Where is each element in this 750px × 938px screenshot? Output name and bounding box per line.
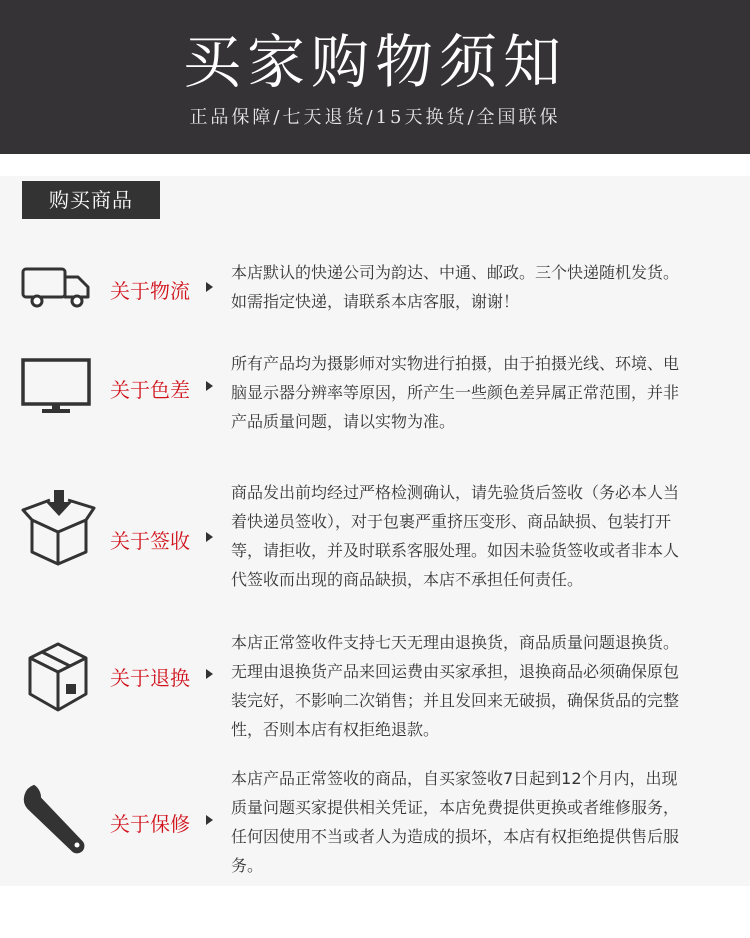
arrow-right-icon [206, 381, 213, 391]
notice-row-signing [0, 478, 750, 608]
label-color: 关于色差 [110, 378, 190, 402]
notice-row-logistics [0, 255, 750, 325]
text-signing: 商品发出前均经过严格检测确认，请先验货后签收（务必本人当着快递员签收），对于包裹严重挤压变形、商品缺损、包装打开等，请拒收，并及时联系客服处理。如因未验货签收或者非本人代签收而出现的商品缺损，本店不承担任何责任。 [231, 483, 680, 589]
truck-icon [20, 263, 94, 311]
wrench-icon [20, 780, 94, 854]
arrow-right-icon [206, 532, 213, 542]
page-subtitle: 正品保障/七天退货/15天换货/全国联保 [189, 107, 561, 128]
text-logistics: 本店默认的快递公司为韵达、中通、邮政。三个快递随机发货。如需指定快递，请联系本店客服，谢谢！ [231, 263, 680, 311]
header-banner [0, 0, 750, 154]
text-color: 所有产品均为摄影师对实物进行拍摄，由于拍摄光线、环境、电脑显示器分辨率等原因，所产生一些颜色差异属正常范围，并非产品质量问题，请以实物为准。 [231, 354, 680, 431]
page-title: 买家购物须知 [182, 28, 567, 96]
arrow-right-icon [206, 815, 213, 825]
label-warranty: 关于保修 [110, 812, 190, 836]
open-box-icon [20, 486, 96, 566]
text-return: 本店正常签收件支持七天无理由退换货，商品质量问题退换货。无理由退换货产品来回运费由买家承担，退换商品必须确保原包装完好，不影响二次销售；并且发回来无破损，确保货品的完整性，否则本店有权拒绝退款。 [231, 633, 680, 739]
label-signing: 关于签收 [110, 529, 190, 553]
text-warranty: 本店产品正常签收的商品，自买家签收7日起到12个月内，出现质量问题买家提供相关凭证，本店免费提供更换或者维修服务，任何因使用不当或者人为造成的损坏，本店有权拒绝提供售后服务。 [231, 769, 680, 875]
section-title: 购买商品 [22, 181, 160, 219]
label-logistics: 关于物流 [110, 279, 190, 303]
label-return: 关于退换 [110, 666, 190, 690]
notice-row-return [0, 628, 750, 738]
monitor-icon [20, 356, 94, 416]
notice-row-warranty [0, 766, 750, 876]
package-icon [20, 636, 94, 716]
notice-row-color [0, 352, 750, 442]
arrow-right-icon [206, 282, 213, 292]
arrow-right-icon [206, 669, 213, 679]
